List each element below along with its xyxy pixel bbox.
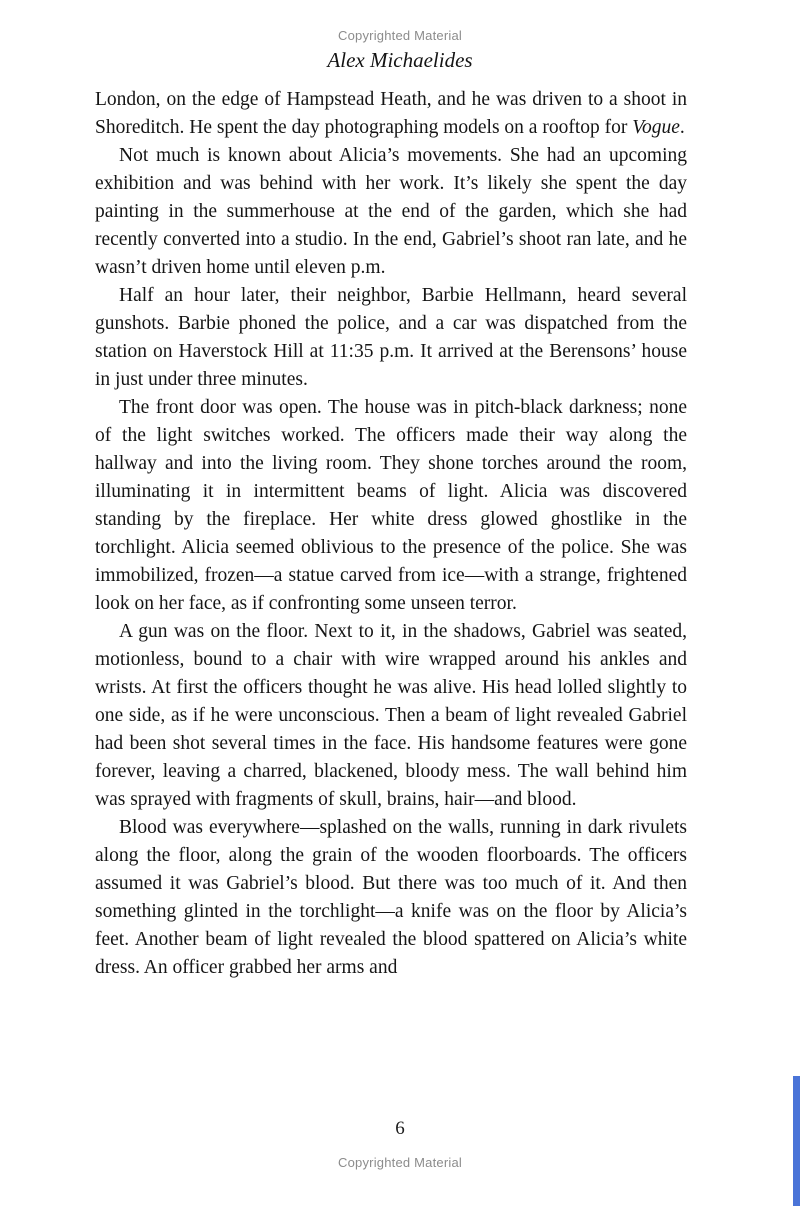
page-number: 6 [395, 1118, 405, 1139]
page-edge-accent-bar [793, 1076, 800, 1206]
text-run: Not much is known about Alicia’s movements. She had an upcoming exhibition and was behind with her work. It’s likely she spent the day painting in the summerhouse at the end of the garden, which she had recently converted into a studio. In the end, Gabriel’s shoot ran late, and he wasn’t driven home until eleven p.m. [95, 145, 687, 278]
text-run: London, on the edge of Hampstead Heath, and he was driven to a shoot in Shoreditch. He spent the day photographing models on a rooftop for [95, 89, 687, 138]
copyright-notice-top: Copyrighted Material [338, 28, 462, 43]
running-head-author: Alex Michaelides [327, 48, 473, 72]
text-run: Blood was everywhere—splashed on the walls, running in dark rivulets along the floor, along the grain of the wooden floorboards. The officers assumed it was Gabriel’s blood. But there was too much of it. And then something glinted in the torchlight—a knife was on the floor by Alicia’s feet. Another beam of light revealed the blood spattered on Alicia’s white dress. An officer grabbed her arms and [95, 817, 687, 978]
text-run: The front door was open. The house was in pitch-black darkness; none of the light switches worked. The officers made their way along the hallway and into the living room. They shone torches around the room, illuminating it in intermittent beams of light. Alicia was discovered standing by the fireplace. Her white dress glowed ghostlike in the torchlight. Alicia seemed oblivious to the presence of the police. She was immobilized, frozen—a statue carved from ice—with a strange, frightened look on her face, as if confronting some unseen terror. [95, 397, 687, 614]
paragraph [95, 282, 687, 394]
page-body [95, 86, 687, 982]
paragraph [95, 814, 687, 982]
text-run: Half an hour later, their neighbor, Barbie Hellmann, heard several gunshots. Barbie phoned the police, and a car was dispatched from the station on Haverstock Hill at 11:35 p.m. It arrived at the Berensons’ house in just under three minutes. [95, 285, 687, 390]
paragraph [95, 142, 687, 282]
text-run: . [679, 117, 685, 138]
text-run: A gun was on the floor. Next to it, in the shadows, Gabriel was seated, motionless, bound to a chair with wire wrapped around his ankles and wrists. At first the officers thought he was alive. His head lolled slightly to one side, as if he were unconscious. Then a beam of light revealed Gabriel had been shot several times in the face. His handsome features were gone forever, leaving a charred, blackened, bloody mess. The wall behind him was sprayed with fragments of skull, brains, hair—and blood. [95, 621, 687, 810]
paragraph [95, 394, 687, 618]
italic-text-run: Vogue [632, 117, 680, 138]
copyright-notice-bottom: Copyrighted Material [338, 1155, 462, 1170]
paragraph [95, 86, 687, 142]
paragraph [95, 618, 687, 814]
